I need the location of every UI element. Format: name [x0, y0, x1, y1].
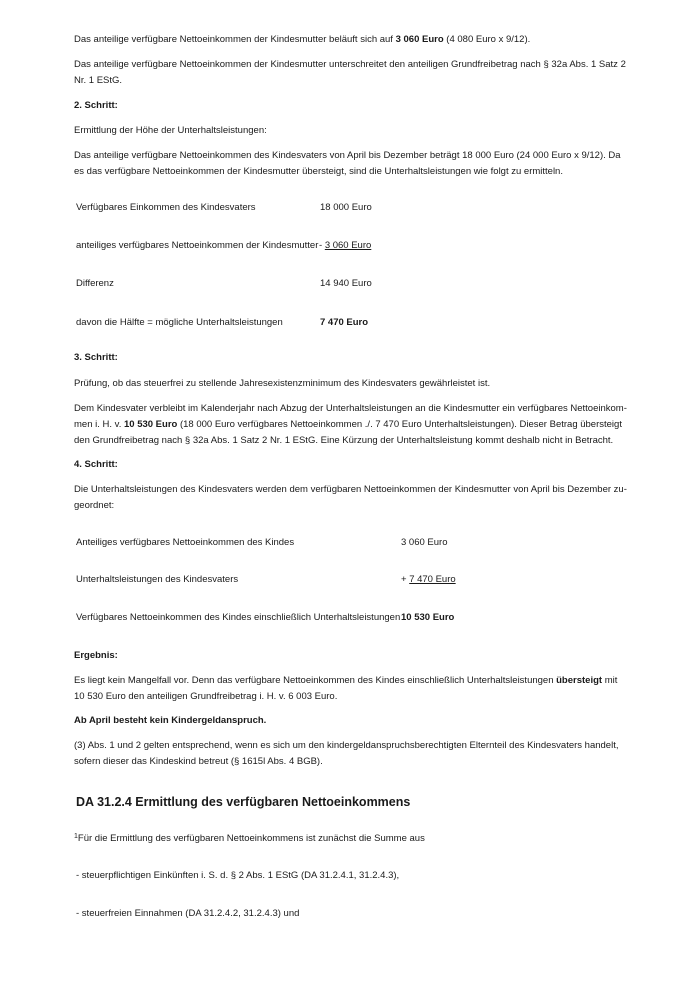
calc-value: 10 530 Euro — [401, 612, 455, 623]
step4-heading: 4. Schritt: — [74, 459, 118, 470]
calc-row: davon die Hälfte = mögliche Unterhaltsleistungen — [76, 317, 283, 328]
calc-row: Verfügbares Nettoeinkommen des Kindes einschließlich Unterhaltsleistungen — [76, 612, 401, 623]
calc-value: 3 060 Euro — [401, 537, 448, 548]
step3-heading: 3. Schritt: — [74, 352, 118, 363]
step3-intro: Prüfung, ob das steuerfrei zu stellende Jahresexistenzminimum des Kindesvaters gewährleistet ist. — [74, 378, 491, 389]
calc-value: + 7 470 Euro — [401, 574, 456, 585]
paragraph-below-allowance: Das anteilige verfügbare Nettoeinkommen der Kindesmutter unterschreitet den anteiligen Grundfreibetrag nach § 32a Abs. 1 Satz 2 Nr. 1 EStG. — [74, 59, 626, 86]
step2-intro: Ermittlung der Höhe der Unterhaltsleistungen: — [74, 125, 267, 136]
section-title: DA 31.2.4 Ermittlung des verfügbaren Nettoeinkommens — [76, 795, 411, 809]
calc-row: anteiliges verfügbares Nettoeinkommen der Kindesmutter — [76, 240, 319, 251]
paragraph-mother-income: Das anteilige verfügbare Nettoeinkommen der Kindesmutter beläuft sich auf 3 060 Euro (4 080 Euro x 9/12). — [74, 34, 531, 45]
calc-value: 14 940 Euro — [320, 278, 372, 289]
calc-row: Unterhaltsleistungen des Kindesvaters — [76, 574, 239, 585]
calc-value: 18 000 Euro — [320, 202, 372, 213]
step3-text: Dem Kindesvater verbleibt im Kalenderjahr nach Abzug der Unterhaltsleistungen an die Kindesmutter ein verfügbares Nettoeinkom-men i. H. v. 10 530 Euro (18 000 Euro verfügbares Nettoeinkommen ./. 7 470 Euro Unterhaltsleistungen). Dieser Betrag übersteigt den Grundfreibetrag nach § 32a Abs. 1 Satz 2 Nr. 1 EStG. Eine Kürzung der Unterhaltsleistung kommt deshalb nicht in Betracht. — [74, 403, 627, 446]
list-item: - steuerpflichtigen Einkünften i. S. d. § 2 Abs. 1 EStG (DA 31.2.4.1, 31.2.4.3), — [76, 870, 400, 881]
calc-value: 7 470 Euro — [320, 317, 369, 328]
result-conclusion: Ab April besteht kein Kindergeldanspruch. — [74, 715, 267, 726]
calc-row: Anteiliges verfügbares Nettoeinkommen des Kindes — [76, 537, 295, 548]
result-heading: Ergebnis: — [74, 650, 118, 661]
calc-row: Verfügbares Einkommen des Kindesvaters — [76, 202, 256, 213]
list-item: - steuerfreien Einnahmen (DA 31.2.4.2, 31.2.4.3) und — [76, 908, 300, 919]
step4-text: Die Unterhaltsleistungen des Kindesvaters werden dem verfügbaren Nettoeinkommen der Kindesmutter von April bis Dezember zu-geordnet: — [74, 484, 627, 511]
paragraph-abs3: (3) Abs. 1 und 2 gelten entsprechend, wenn es sich um den kindergeldanspruchsberechtigten Elternteil des Kindesvaters handelt, sofern dieser das Kindeskind betreut (§ 1615l Abs. 4 BGB). — [74, 740, 619, 767]
calc-row: Differenz — [76, 278, 114, 289]
calc-value: - 3 060 Euro — [319, 240, 372, 251]
result-text: Es liegt kein Mangelfall vor. Denn das verfügbare Nettoeinkommen des Kindes einschließlich Unterhaltsleistungen übersteigt mit 10 530 Euro den anteiligen Grundfreibetrag i. H. v. 6 003 Euro. — [74, 675, 618, 702]
step2-heading: 2. Schritt: — [74, 100, 118, 111]
step2-text: Das anteilige verfügbare Nettoeinkommen des Kindesvaters von April bis Dezember beträgt 18 000 Euro (24 000 Euro x 9/12). Da es das verfügbare Nettoeinkommen der Kindesmutter übersteigt, sind die Unterhaltsleistungen wie folgt zu ermitteln. — [74, 150, 621, 177]
section-intro: $^1$Für die Ermittlung des verfügbaren Nettoeinkommens ist zunächst die Summe aus — [74, 833, 425, 844]
